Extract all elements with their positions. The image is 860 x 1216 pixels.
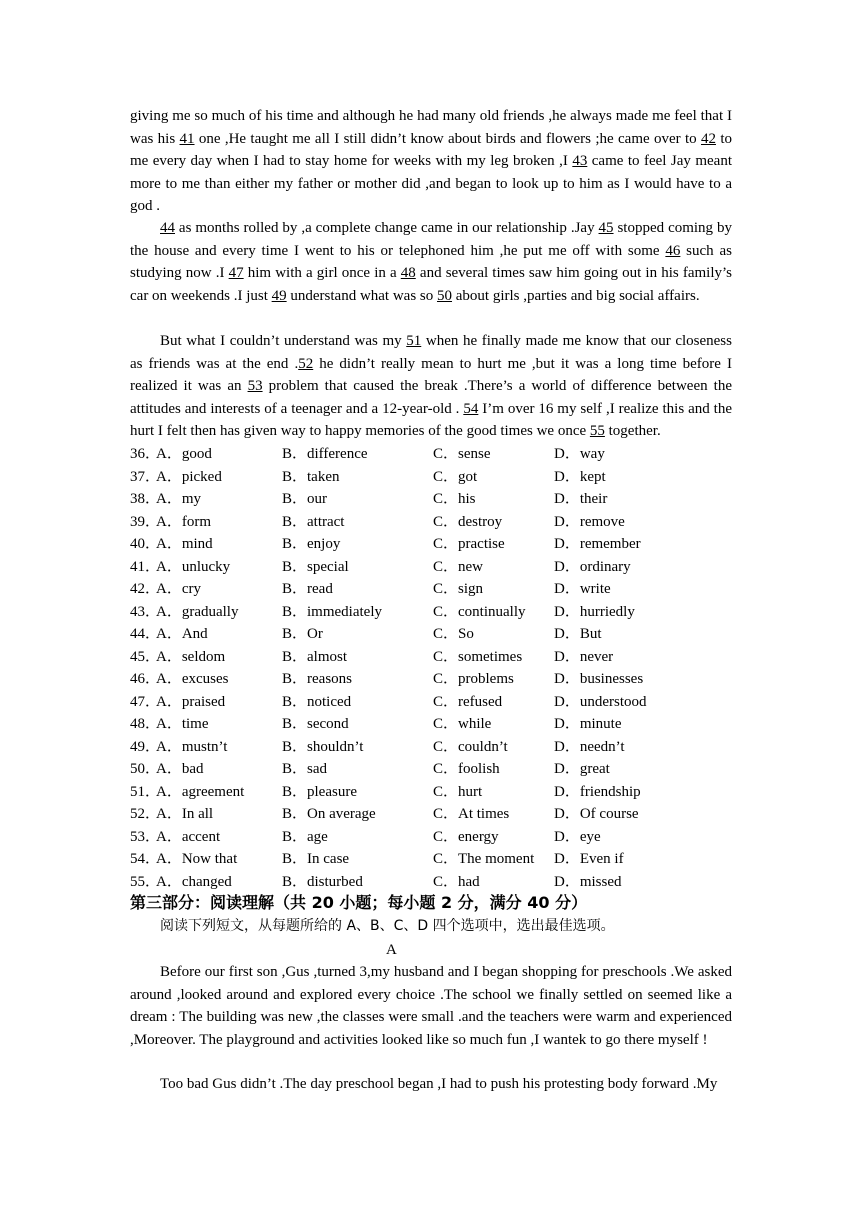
option-b: B．Or — [282, 626, 323, 642]
option-a: A．accent — [156, 828, 221, 845]
option-c: C．The moment — [433, 851, 535, 867]
option-c: C．while — [433, 716, 492, 732]
blank-number: 42 — [700, 130, 716, 147]
option-d: D．remove — [554, 513, 625, 530]
question-number: 43． — [130, 603, 161, 620]
option-d: D．kept — [554, 468, 606, 485]
option-b: B．enjoy — [282, 536, 341, 552]
passage-text: to me every day when I had to stay home for weeks with my leg broken ,I — [130, 130, 732, 169]
option-b: B．immediately — [282, 603, 382, 620]
option-d: D．remember — [554, 536, 641, 552]
blank-number: 44 — [160, 220, 175, 236]
passage-text: one ,He taught me all I still didn’t know about birds and flowers ;he came over to — [194, 130, 701, 147]
question-number: 52． — [130, 806, 161, 822]
option-b: B．difference — [282, 446, 368, 462]
option-a: A．time — [156, 716, 209, 732]
option-a: A．praised — [156, 693, 226, 710]
option-c: C．sign — [433, 581, 484, 597]
option-c: C．energy — [433, 828, 499, 845]
blank-number: 43 — [572, 153, 588, 169]
passage-text: when he finally made me know that our closeness as friends was at the end . — [130, 333, 732, 372]
question-number: 54． — [130, 851, 161, 867]
passage-text: him with a girl once in a — [243, 265, 401, 281]
option-c: C．sense — [433, 446, 491, 462]
passage-text: stopped coming by the house and every time I went to his or telephoned him ,he put me off with some — [130, 220, 732, 259]
passage-text: and several times saw him going out in his family’s car on weekends .I just — [130, 265, 732, 304]
option-c: C．refused — [433, 693, 503, 710]
option-a: A．picked — [156, 468, 222, 485]
option-a: A．Now that — [156, 851, 238, 867]
option-a: A．form — [156, 513, 211, 530]
question-number: 53． — [130, 828, 161, 845]
blank-number: 53 — [247, 378, 263, 394]
option-a: A．seldom — [156, 648, 226, 665]
option-b: B．pleasure — [282, 783, 357, 800]
option-c: C．problems — [433, 671, 514, 687]
question-number: 36． — [130, 446, 161, 462]
blank-number: 54 — [463, 400, 479, 417]
option-b: B．shouldn’t — [282, 738, 364, 755]
passage-text: together. — [604, 423, 661, 439]
option-b: B．almost — [282, 648, 348, 665]
option-a: A．cry — [156, 581, 201, 597]
option-c: C．sometimes — [433, 648, 523, 665]
question-number: 50． — [130, 761, 161, 777]
option-b: B．attract — [282, 513, 345, 530]
option-d: D．never — [554, 648, 614, 665]
passage-text: as months rolled by ,a complete change came in our relationship .Jay — [175, 220, 599, 236]
option-c: C．At times — [433, 806, 510, 822]
option-d: D．understood — [554, 693, 647, 710]
question-number: 45． — [130, 648, 161, 665]
option-d: D．write — [554, 581, 611, 597]
option-d: D．eye — [554, 828, 601, 845]
passage-text: I’m over 16 my self ,I realize this and the hurt I felt then has given way to happy memories of the good times we once — [130, 400, 732, 439]
passage-text: came to feel Jay meant more to me than either my father or mother did ,and began to look up to him as I would have to a god . — [130, 153, 732, 214]
question-number: 47． — [130, 693, 161, 710]
question-number: 39． — [130, 513, 161, 530]
option-c: C．couldn’t — [433, 738, 508, 755]
blank-number: 47 — [228, 265, 244, 281]
blank-number: 51 — [406, 333, 422, 349]
question-number: 48． — [130, 716, 161, 732]
option-b: B．disturbed — [282, 873, 363, 890]
option-d: D．friendship — [554, 783, 641, 800]
option-a: A．my — [156, 491, 202, 507]
reading-paragraph-2: Too bad Gus didn’t .The day preschool began ,I had to push his protesting body forward .My — [160, 1076, 718, 1092]
question-number: 40． — [130, 536, 161, 552]
passage-title: A — [386, 942, 397, 958]
question-number: 41． — [130, 558, 161, 575]
blank-number: 46 — [665, 242, 681, 259]
option-b: B．taken — [282, 468, 340, 485]
option-c: C．new — [433, 558, 483, 575]
question-number: 38． — [130, 491, 161, 507]
option-c: C．practise — [433, 536, 505, 552]
question-number: 37． — [130, 468, 161, 485]
passage-text: he didn’t really mean to hurt me ,but it was a long time before I realized it was an — [130, 355, 732, 394]
option-d: D．hurriedly — [554, 603, 635, 620]
option-c: C．destroy — [433, 513, 503, 530]
cloze-paragraph-2 — [130, 217, 732, 307]
option-b: B．On average — [282, 806, 376, 822]
passage-text: about girls ,parties and big social affairs. — [452, 287, 700, 304]
question-number: 51． — [130, 783, 161, 800]
option-a: A．unlucky — [156, 558, 231, 575]
blank-number: 55 — [589, 423, 605, 439]
option-d: D．minute — [554, 716, 622, 732]
option-a: A．mind — [156, 536, 213, 552]
blank-number: 45 — [598, 220, 614, 236]
option-b: B．noticed — [282, 693, 352, 710]
blank-number: 48 — [400, 265, 416, 281]
option-b: B．our — [282, 491, 328, 507]
cloze-paragraph-3 — [130, 330, 732, 443]
question-number: 46． — [130, 671, 161, 687]
option-b: B．read — [282, 581, 333, 597]
option-c: C．hurt — [433, 783, 483, 800]
option-c: C．So — [433, 626, 474, 642]
passage-text: understand what was so — [286, 287, 438, 304]
passage-text: giving me so much of his time and although he had many old friends ,he always made me feel that I was his — [130, 108, 732, 147]
passage-text: such as studying now .I — [130, 242, 732, 281]
passage-text: But what I couldn’t understand was my — [160, 333, 407, 349]
option-c: C．got — [433, 468, 478, 485]
option-b: B．In case — [282, 851, 350, 867]
option-d: D．needn’t — [554, 738, 625, 755]
option-d: D．Of course — [554, 806, 639, 822]
option-a: A．In all — [156, 806, 214, 822]
option-d: D．businesses — [554, 671, 644, 687]
option-c: C．had — [433, 873, 480, 890]
option-a: A．bad — [156, 761, 204, 777]
option-a: A．And — [156, 626, 208, 642]
blank-number: 49 — [271, 287, 287, 304]
blank-number: 52 — [298, 355, 314, 372]
option-b: B．special — [282, 558, 349, 575]
option-d: D．Even if — [554, 851, 624, 867]
passage-text: problem that caused the break .There’s a world of difference between the attitudes and interests of a teenager and a 12-year-old . — [130, 378, 732, 417]
option-a: A．excuses — [156, 671, 229, 687]
option-a: A．agreement — [156, 783, 245, 800]
question-number: 55． — [130, 873, 161, 890]
option-a: A．good — [156, 446, 212, 462]
option-d: D．way — [554, 446, 605, 462]
question-number: 44． — [130, 626, 161, 642]
option-a: A．gradually — [156, 603, 239, 620]
option-b: B．age — [282, 828, 328, 845]
section-instruction: 阅读下列短文，从每题所给的 A、B、C、D 四个选项中，选出最佳选项。 — [160, 918, 615, 934]
option-c: C．continually — [433, 603, 526, 620]
option-d: D．missed — [554, 873, 622, 890]
blank-number: 50 — [437, 287, 453, 304]
option-a: A．mustn’t — [156, 738, 228, 755]
option-d: D．ordinary — [554, 558, 631, 575]
option-a: A．changed — [156, 873, 232, 890]
option-d: D．But — [554, 626, 602, 642]
reading-paragraph-1: Before our first son ,Gus ,turned 3,my husband and I began shopping for preschools .We asked around ,looked around and explored every choice .The school we finally settled on seemed like a dream : The building was new ,the classes were small .and the teachers were warm and experienced ,Moreover. The playground and activities looked like so much fun ,I wantek to go there myself ! — [130, 964, 732, 1048]
question-number: 42． — [130, 581, 161, 597]
option-b: B．second — [282, 716, 349, 732]
section-heading: 第三部分：阅读理解（共 20 小题；每小题 2 分，满分 40 分） — [130, 893, 588, 912]
option-d: D．their — [554, 491, 608, 507]
blank-number: 41 — [179, 130, 195, 147]
option-d: D．great — [554, 761, 610, 777]
question-number: 49． — [130, 738, 161, 755]
cloze-paragraph-1 — [130, 105, 732, 218]
option-c: C．his — [433, 491, 476, 507]
option-b: B．sad — [282, 761, 328, 777]
option-b: B．reasons — [282, 671, 352, 687]
option-c: C．foolish — [433, 761, 500, 777]
